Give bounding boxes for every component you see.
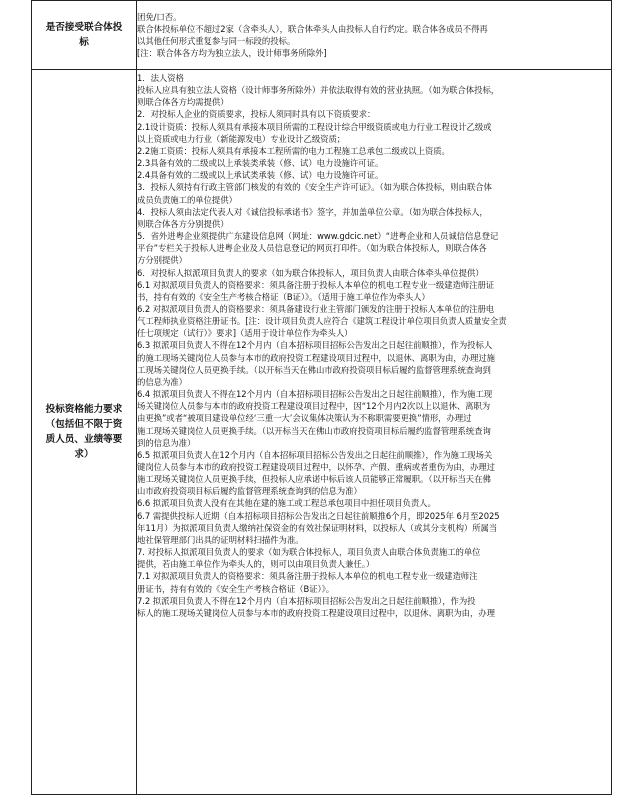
qualification-text-line: 山市政府投资项目标后履约监督管理系统查询到的信息为准） <box>137 486 362 497</box>
qualification-text-line: 以上资质或电力行业（新能源发电）专业设计乙级资质； <box>137 133 346 144</box>
qualification-text-line: 2.3具备有效的二级或以上承装类承装（修、试）电力设施许可证。 <box>137 158 384 169</box>
qualification-text-line: 6.4 拟派项目负责人不得在12个月内（自本招标项目招标公告发出之日起往前顺推），作为施工现 <box>137 389 493 400</box>
qualification-text-line: 书，持有有效的《安全生产考核合格证（B证）》。（适用于施工单位作为牵头人） <box>137 291 430 302</box>
union-bid-text-line: [注：联合体各方均为独立法人，设计师事务所除外] <box>137 48 327 59</box>
qualification-text-line: 6.2 对拟派项目负责人的资格要求：须具备建设行业主管部门颁发的注册于投标人本单位的注册电 <box>137 303 495 314</box>
tender-requirements-table <box>31 0 612 795</box>
qualification-text-line: 方分别提供） <box>137 255 187 266</box>
union-bid-label-line: 标 <box>79 37 89 48</box>
qualification-text-line: 投标人应具有独立法人资格（设计师事务所除外）并依法取得有效的营业执照。（如为联合体投标， <box>137 85 500 96</box>
qualification-row <box>32 70 612 795</box>
qualification-text-line: 7.2 拟派项目负责人不得在12个月内（自本招标项目招标公告发出之日起往前顺推），作为投 <box>137 595 476 606</box>
union-bid-row <box>32 1 612 70</box>
qualification-text-line: 由更换”或者“被项目建设单位经‘三重一大’会议集体决策认为不称职需要更换”情形，办理过 <box>137 413 472 424</box>
qualification-content-cell <box>137 70 612 795</box>
qualification-label-line: 投标资格能力要求 <box>45 404 123 415</box>
qualification-text-line: 场关键岗位人员参与本市的政府投资工程建设项目过程中，因“12个月内2次以上以退休、离职为 <box>137 401 491 412</box>
qualification-text-line: 7. 对投标人拟派项目负责人的要求（如为联合体投标人，项目负责人由联合体负责施工的单位 <box>137 547 481 558</box>
qualification-text-line: 施工现场关键岗位人员更换手续。（以开标当天在佛山市政府投资项目标后履约监督管理系统查询 <box>137 425 491 436</box>
qualification-text-line: 则联合体各方分别提供） <box>137 218 229 229</box>
qualification-text-line: 2.1设计资质：投标人须具有承接本项目所需的工程设计综合甲级资质或电力行业工程设计乙级或 <box>137 121 492 132</box>
qualification-text-line: 工现场关键岗位人员更换手续。（以开标当天在佛山市政府投资项目标后履约监督管理系统查询到 <box>137 364 491 375</box>
qualification-label-line: 质人员、业绩等要 <box>45 434 123 445</box>
qualification-text-line: 到的信息为准） <box>137 437 196 448</box>
qualification-text-line: 则联合体各方均需提供） <box>137 97 229 108</box>
qualification-text-line: 6.5 拟派项目负责人在12个月内（自本招标项目招标公告发出之日起往前顺推），作为施工现场关 <box>137 449 493 460</box>
qualification-text-line: 6.3 拟派项目负责人不得在12个月内（自本招标项目招标公告发出之日起往前顺推），作为投标人 <box>137 340 493 351</box>
qualification-text-line: 键岗位人员参与本市的政府投资工程建设项目过程中，以怀孕、产假、重病或者重伤为由，办理过 <box>137 462 495 472</box>
qualification-text-line: 施工现场关键岗位人员更换手续，但投标人应承诺中标后该人员能够正常履职。（以开标当天在佛 <box>137 474 491 485</box>
qualification-text-line: 3．投标人须持有行政主管部门核发的有效的《安全生产许可证》。（如为联合体投标，则由联合体 <box>137 182 492 193</box>
union-bid-content-cell <box>137 1 612 70</box>
qualification-text-line: 册证书，持有有效的《安全生产考核合格证（B证）》。 <box>137 583 335 594</box>
qualification-text-line: 7.1 对拟派项目负责人的资格要求：须具备注册于投标人本单位的机电工程专业一级建造师注 <box>137 571 478 582</box>
qualification-text-line: 平台”专栏关于投标人进粤企业及人员信息登记的网页打印件。（如为联合体投标人，则联合体各 <box>137 243 487 254</box>
qualification-text-line: 的信息为准） <box>137 376 187 387</box>
qualification-label-line: 求） <box>74 449 94 460</box>
qualification-text-line: 任七项规定（试行）》要求]（适用于设计单位作为牵头人） <box>137 328 353 339</box>
union-bid-label-line: 是否接受联合体投 <box>45 22 123 33</box>
qualification-text-line: 地社保管理部门出具的证明材料扫描件为准。 <box>137 534 304 545</box>
union-bid-text-line: 团免/口否。 <box>137 11 182 22</box>
qualification-text-line: 2.2施工资质：投标人须具有承接本工程所需的电力工程施工总承包二级或以上资质。 <box>137 145 450 156</box>
qualification-text-line: 提供，若由施工单位作为牵头人的，则可以由项目负责人兼任。） <box>137 559 375 570</box>
qualification-text-line: 的施工现场关键岗位人员参与本市的政府投资工程建设项目过程中，以退休、离职为由，办理过施 <box>137 352 495 363</box>
qualification-text-line: 气工程师执业资格注册证书。[注：设计项目负责人应符合《建筑工程设计单位项目负责人质量安全责 <box>137 316 507 327</box>
qualification-label-line: （包括但不限于资 <box>45 419 123 430</box>
qualification-text-line: 年11月）为拟派项目负责人缴纳社保资金的有效社保证明材料，以投标人（或其分支机构）所属当 <box>137 522 498 533</box>
qualification-text-line: 6.7 需提供投标人近期（自本招标项目招标公告发出之日起往前顺推6个月，即2025年 6月至2025 <box>137 510 500 521</box>
qualification-text-line: 标人的施工现场关键岗位人员参与本市的政府投资工程建设项目过程中，以退休、离职为由，办理 <box>137 607 495 618</box>
qualification-text-line: 4．投标人须由法定代表人对《诚信投标承诺书》签字，并加盖单位公章。（如为联合体投标人， <box>137 206 488 217</box>
qualification-text-line: 5．省外进粤企业须提供广东建设信息网（网址：www.gdcic.net）“进粤企业和人员诚信信息登记 <box>137 231 499 242</box>
qualification-text-line: 6.1 对拟派项目负责人的资格要求：须具备注册于投标人本单位的机电工程专业一级建造师注册证 <box>137 279 495 290</box>
qualification-text-line: 2．对投标人企业的资质要求，投标人须同时具有以下资质要求： <box>137 109 376 120</box>
union-bid-label-cell <box>32 1 137 70</box>
qualification-text-line: 2.4具备有效的二级或以上承试类承装（修、试）电力设施许可证。 <box>137 170 384 181</box>
qualification-text-line: 成员负责施工的单位提供） <box>137 194 237 205</box>
union-bid-text-line: 联合体投标单位不超过2家（含牵头人），联合体牵头人由投标人自行约定。联合体各成员不得再 <box>137 23 488 34</box>
qualification-label-cell <box>32 70 137 795</box>
qualification-text-line: 1．法人资格 <box>137 73 184 83</box>
union-bid-text-line: 以其他任何形式重复参与同一标段的投标。 <box>137 36 296 46</box>
qualification-text-line: 6.6 拟派项目负责人没有在其他在建的施工或工程总承包项目中担任项目负责人。 <box>137 498 436 509</box>
qualification-text-line: 6．对投标人拟派项目负责人的要求（如为联合体投标人，项目负责人由联合体牵头单位提供） <box>137 267 484 278</box>
